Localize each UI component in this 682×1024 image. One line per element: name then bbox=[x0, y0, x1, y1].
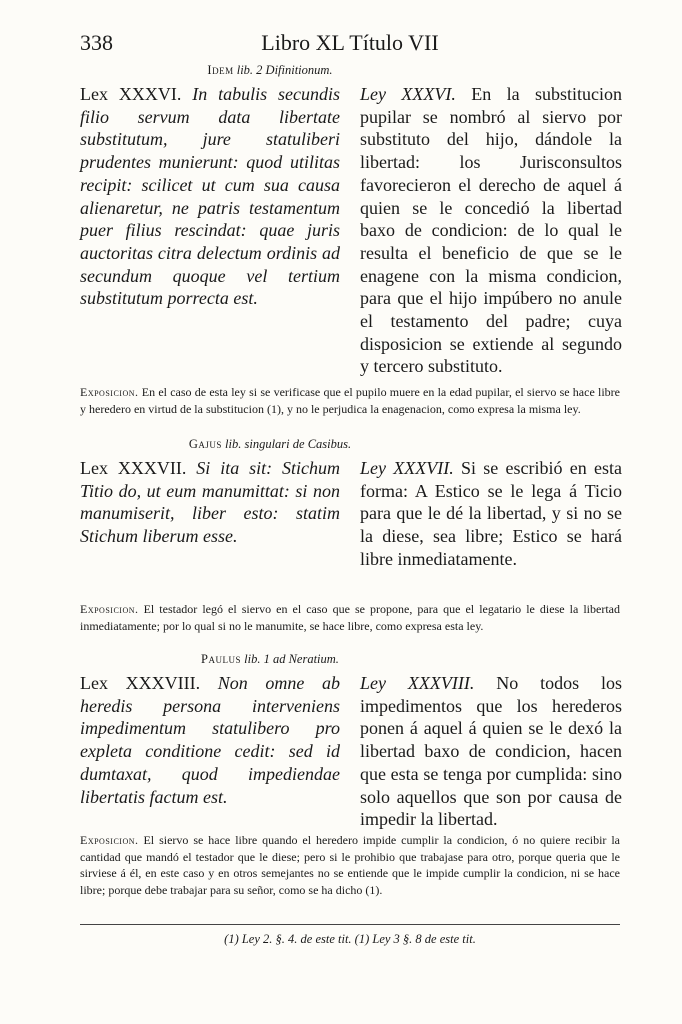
source-citation bbox=[0, 437, 540, 452]
spanish-text bbox=[360, 83, 622, 378]
source-citation bbox=[0, 652, 540, 667]
exposicion-text: El siervo se hace libre quando el heredero impide cumplir la condicion, ó no quiere recibir la cantidad que mandó el testador que le diese; pero si le prohibio que trabajase para otro, porque queria que le sirviese á él, en este caso y en otros semejantes no se entiende que le impide cumplir la condicion, ni se hace libre; porque debe trabajar para su señor, como se ha dicho (1). bbox=[80, 833, 621, 897]
latin-body: Si ita sit: Stichum Titio do, ut eum manumittat: si non manumiserit, liber esto: statim Stichum liberum esse. bbox=[80, 458, 340, 547]
source-work: lib. 2 Difinitionum. bbox=[236, 63, 333, 77]
source-author: Paulus bbox=[201, 652, 242, 666]
lex-number: Lex XXXVIII. bbox=[80, 673, 201, 693]
spanish-text bbox=[360, 457, 622, 571]
exposicion-text: En el caso de esta ley si se verificase que el pupilo muere en la edad pupilar, el siervo se hace libre y heredero en virtud de la substitucion (1), y no le perjudica la enagenacion, como expresa la misma ley. bbox=[80, 385, 620, 416]
exposicion-paragraph bbox=[80, 832, 620, 898]
exposicion-label: Exposicion. bbox=[80, 833, 139, 847]
ley-number: Ley XXXVI. bbox=[360, 84, 456, 104]
footnotes: (1) Ley 2. §. 4. de este tit. (1) Ley 3 §. 8 de este tit. bbox=[224, 932, 476, 946]
source-citation bbox=[0, 63, 540, 78]
ley-number: Ley XXXVIII. bbox=[360, 673, 475, 693]
lex-number: Lex XXXVI. bbox=[80, 84, 182, 104]
spanish-body: En la substitucion pupilar se nombró al siervo por substituto del hijo, dándole la libertad: los Jurisconsultos favorecieron el derecho de aquel á quien se le concedió la libertad baxo de condicion: de lo qual le resulta el beneficio de que se le enagene con la misma condicion, para que el hijo impúbero no anule el testamento del padre; cuya disposicion se extiende al segundo y tercero substituto. bbox=[360, 84, 623, 377]
latin-text bbox=[80, 83, 340, 310]
latin-body: In tabulis secundis filio servum data libertate substitutum, jure statuliberi prudentes munierunt: quod utilitas recipit: scilicet ut cum sua causa alienaretur, ne patris testamentum puer filius rescindat: quae juris auctoritas citra delectum ordinis ad secundum quoque vel tertium substitutum porrecta est. bbox=[80, 84, 340, 309]
exposicion-label: Exposicion. bbox=[80, 602, 139, 616]
source-author: Gajus bbox=[188, 437, 222, 451]
lex-number: Lex XXXVII. bbox=[80, 458, 187, 478]
ley-number: Ley XXXVII. bbox=[360, 458, 454, 478]
page-number: 338 bbox=[80, 30, 113, 55]
running-title: Libro XL Título VII bbox=[261, 30, 439, 55]
spanish-body: No todos los impedimentos que los herederos ponen á aquel á quien se le dexó la libertad baxo de condicion, hacen que esta se tenga por cumplida: sino solo aquellos que son por causa de impedir la libertad. bbox=[360, 673, 623, 830]
page-header bbox=[80, 30, 620, 60]
source-author: Idem bbox=[207, 63, 234, 77]
latin-body: Non omne ab heredis persona interveniens impedimentum statulibero pro expleta conditione cedit: sed id dumtaxat, quod impediendae libertatis factum est. bbox=[80, 673, 341, 807]
spanish-text bbox=[360, 672, 622, 831]
spanish-body: Si se escribió en esta forma: A Estico se le lega á Ticio para que le dé la libertad, y si no se la diese, sea libre; Estico se hará libre inmediatamente. bbox=[360, 458, 622, 569]
exposicion-label: Exposicion. bbox=[80, 385, 139, 399]
footnote-divider bbox=[80, 924, 620, 925]
latin-text bbox=[80, 672, 340, 808]
latin-text bbox=[80, 457, 340, 548]
exposicion-text: El testador legó el siervo en el caso que se propone, para que el legatario le diese la libertad inmediatamente; por lo qual si no le manumite, se hace libre, como expresa esta ley. bbox=[80, 602, 620, 633]
exposicion-paragraph bbox=[80, 601, 620, 634]
exposicion-paragraph bbox=[80, 384, 620, 417]
source-work: lib. 1 ad Neratium. bbox=[244, 652, 339, 666]
source-work: lib. singulari de Casibus. bbox=[225, 437, 352, 451]
